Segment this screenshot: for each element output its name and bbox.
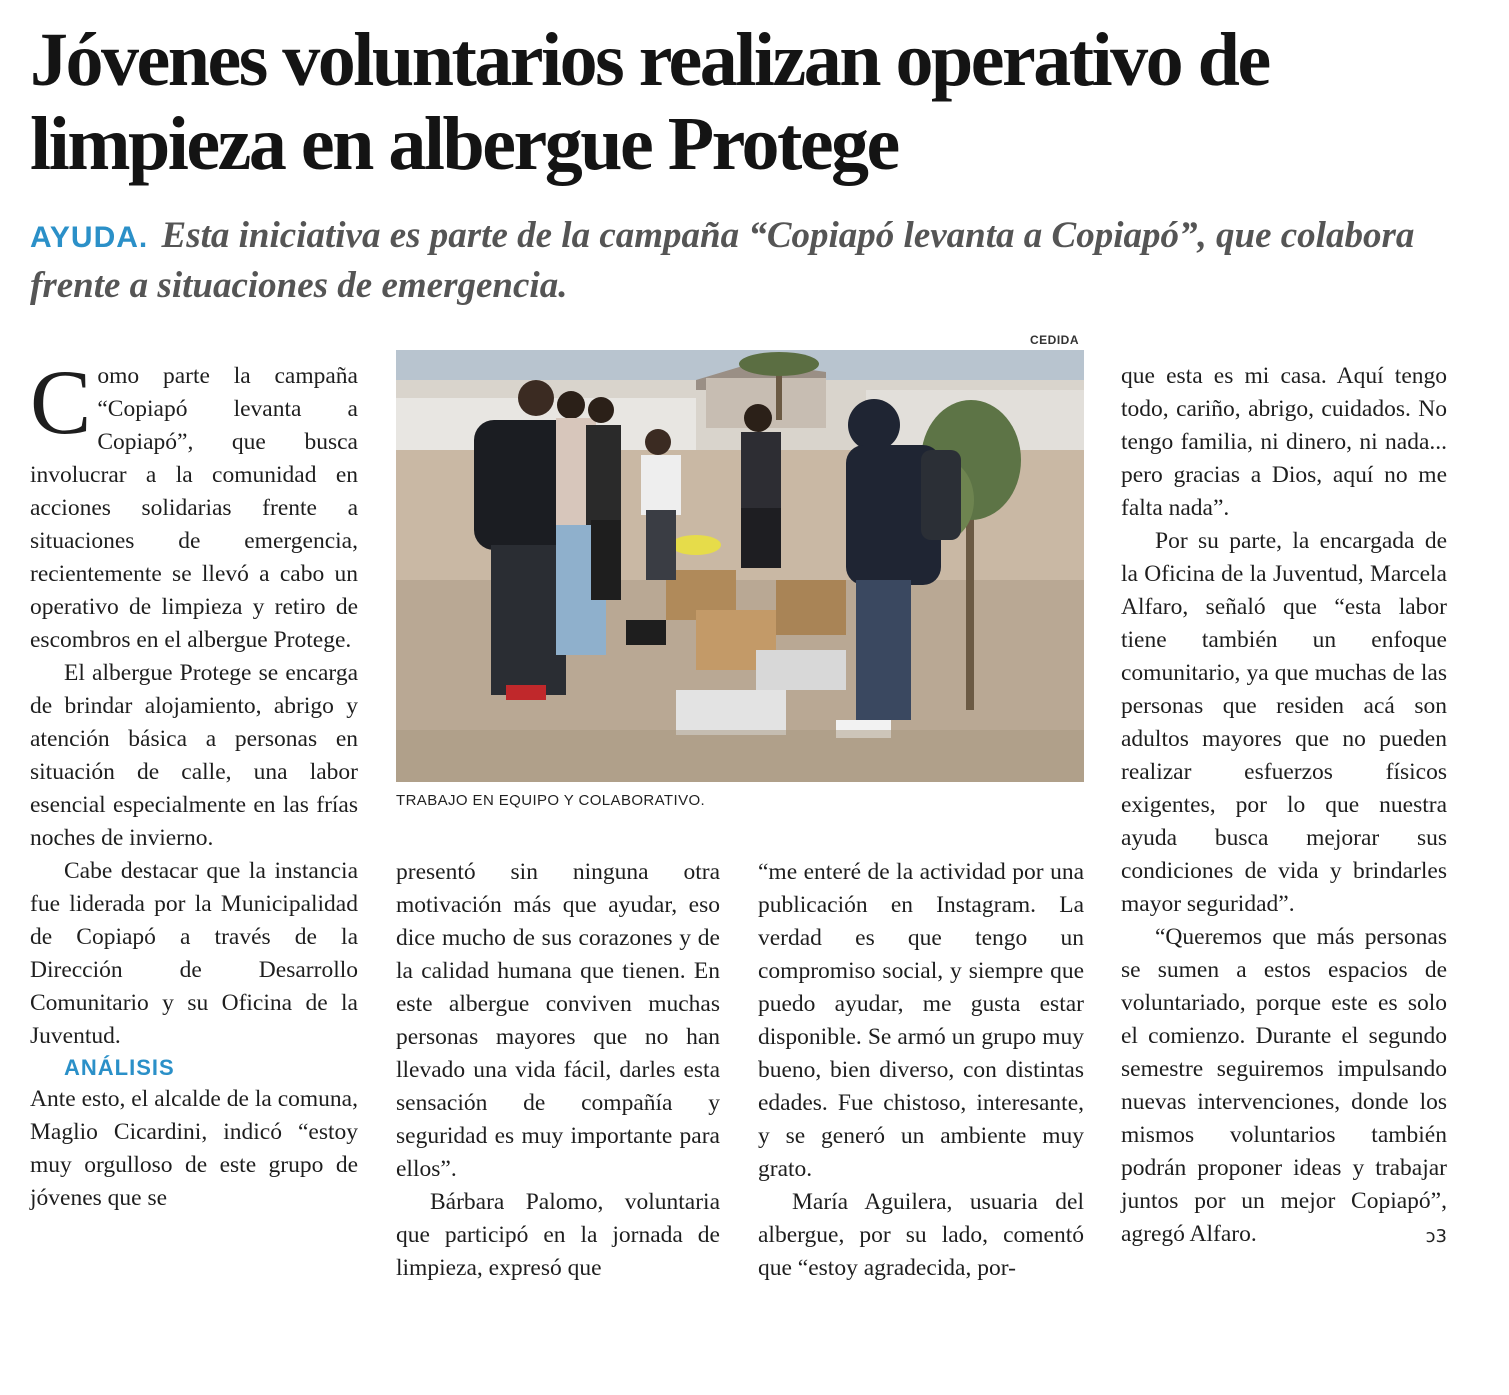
article-photo <box>396 350 1084 782</box>
headline: Jóvenes voluntarios realizan operativo de limpieza en albergue Protege <box>30 18 1269 186</box>
subhead-text: Esta iniciativa es parte de la campaña “Copiapó levanta a Copiapó”, que colabora frente a situaciones de emergencia. <box>30 215 1415 306</box>
paragraph-text: “Queremos que más personas se sumen a estos espacios de voluntariado, porque este es solo el comienzo. Durante el segundo semestre seguiremos impulsando nuevas intervenciones, donde los mismos voluntarios también podrán proponer ideas y trabajar juntos por un mejor Copiapó”, agregó Alfaro. <box>1121 924 1447 1247</box>
article-column-2 <box>396 856 720 1285</box>
section-title-analysis: ANÁLISIS <box>64 1055 175 1080</box>
drop-cap: C <box>30 351 92 453</box>
subhead <box>30 212 1460 310</box>
paragraph: Por su parte, la encargada de la Oficina de la Juventud, Marcela Alfaro, señaló que “esta labor tiene también un enfoque comunitario, ya que muchas de las personas que residen acá son adultos mayores que no pueden realizar esfuerzos físicos exigentes, por lo que nuestra ayuda busca mejorar sus condiciones de vida y brindarles mayor seguridad”. <box>1121 528 1447 917</box>
subhead-kicker: AYUDA. <box>30 221 149 254</box>
paragraph: Cabe destacar que la instancia fue liderada por la Municipalidad de Copiapó a través de la Dirección de Desarrollo Comunitario y su Oficina de la Juventud. <box>30 858 358 1049</box>
paragraph: Bárbara Palomo, voluntaria que participó en la jornada de limpieza, expresó que <box>396 1189 720 1281</box>
paragraph: presentó sin ninguna otra motivación más que ayudar, eso dice mucho de sus corazones y de la calidad humana que tienen. En este albergue conviven muchas personas mayores que no han llevado una vida fácil, darles esta sensación de compañía y seguridad es muy importante para ellos”. <box>396 859 720 1182</box>
article-column-1 <box>30 351 358 1215</box>
article-column-4 <box>1121 360 1447 1253</box>
photo-credit: CEDIDA <box>1030 333 1080 347</box>
paragraph: “me enteré de la actividad por una publicación en Instagram. La verdad es que tengo un compromiso social, y siempre que puedo ayudar, me gusta estar disponible. Se armó un grupo muy bueno, bien diverso, con distintas edades. Fue chistoso, interesante, y se generó un ambiente muy grato. <box>758 859 1084 1182</box>
photo-caption: TRABAJO EN EQUIPO Y COLABORATIVO. <box>396 792 706 809</box>
paragraph: El albergue Protege se encarga de brindar alojamiento, abrigo y atención básica a personas en situación de calle, una labor esencial especialmente en las frías noches de invierno. <box>30 660 358 851</box>
volunteers-photo-illustration <box>396 350 1084 782</box>
paragraph: Ante esto, el alcalde de la comuna, Maglio Cicardini, indicó “estoy muy orgulloso de este grupo de jóvenes que se <box>30 1086 358 1211</box>
end-mark-icon: ↄ3 <box>1425 1226 1447 1247</box>
paragraph: que esta es mi casa. Aquí tengo todo, cariño, abrigo, cuidados. No tengo familia, ni dinero, ni nada... pero gracias a Dios, aquí no me falta nada”. <box>1121 363 1447 521</box>
article-column-3 <box>758 856 1084 1285</box>
paragraph-intro-text: omo parte la campaña “Copiapó levanta a Copiapó”, que busca involucrar a la comunidad en acciones solidarias frente a situaciones de emergencia, recientemente se llevó a cabo un operativo de limpieza y retiro de escombros en el albergue Protege. <box>30 363 358 653</box>
paragraph: María Aguilera, usuaria del albergue, por su lado, comentó que “estoy agradecida, por- <box>758 1189 1084 1281</box>
paragraph-intro <box>30 351 358 657</box>
paragraph <box>1121 921 1447 1251</box>
